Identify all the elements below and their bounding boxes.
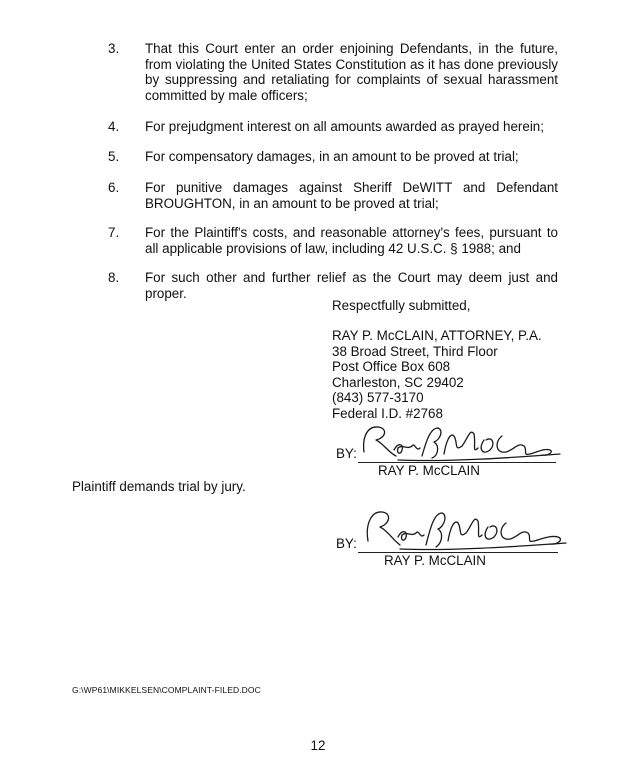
prayer-item-number: 3. [108,41,120,56]
signatory-name: RAY P. McCLAIN [378,463,480,478]
prayer-item-number: 5. [108,149,120,164]
handwritten-signature [360,507,574,555]
po-box: Post Office Box 608 [332,359,451,374]
handwritten-signature [358,422,568,466]
prayer-item-text: For compensatory damages, in an amount to be proved at trial; [145,149,519,164]
prayer-item-text: For the Plaintiff's costs, and reasonable attorney's fees, pursuant to all applicable provisions of law, including 42 U.S.C. § 1988; and [145,225,558,256]
signature-line-2 [336,515,576,568]
jury-demand: Plaintiff demands trial by jury. [72,479,246,494]
street-address: 38 Broad Street, Third Floor [332,343,498,359]
by-label: BY: [336,536,357,551]
attorney-address-block [332,328,542,421]
prayer-item-number: 8. [108,270,120,285]
signatory-name: RAY P. McCLAIN [384,553,486,568]
prayer-item-number: 7. [108,225,120,240]
city-state-zip: Charleston, SC 29402 [332,374,464,390]
file-path: G:\WP61\MIKKELSEN\COMPLAINT-FILED.DOC [72,685,261,695]
prayer-item-text: For such other and further relief as the Court may deem just and proper. [145,270,558,301]
federal-id: Federal I.D. #2768 [332,405,443,421]
prayer-item-text: For prejudgment interest on all amounts awarded as prayed herein; [145,119,544,134]
phone-number: (843) 577-3170 [332,390,424,405]
firm-name: RAY P. McCLAIN, ATTORNEY, P.A. [332,328,542,343]
prayer-item-text: That this Court enter an order enjoining Defendants, in the future, from violating the United States Constitution as it has done previously by suppressing and retaliating for complaints of sexual harassment committed by male officers; [145,41,558,103]
prayer-item-number: 6. [108,180,120,195]
prayer-item-number: 4. [108,119,120,134]
by-label: BY: [336,446,357,461]
respectfully-text: Respectfully submitted, [332,298,471,313]
prayer-item-text: For punitive damages against Sheriff DeWITT and Defendant BROUGHTON, in an amount to be proved at trial; [145,180,558,211]
respectfully-submitted [332,298,470,314]
page-number: 12 [310,738,326,753]
signature-line-1 [336,428,566,478]
